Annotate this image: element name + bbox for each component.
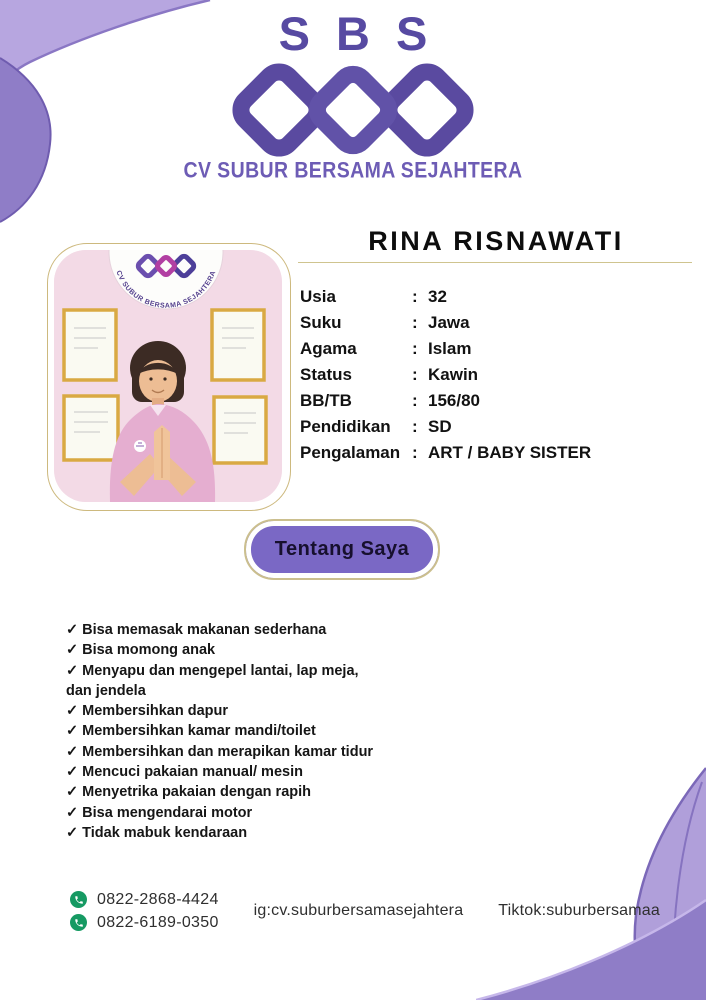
field-colon: : <box>412 287 418 306</box>
list-item <box>66 620 380 640</box>
tiktok-handle: Tiktok:suburbersamaa <box>498 902 660 919</box>
profile-fields <box>300 284 696 466</box>
field-row-bbtb <box>300 388 696 414</box>
chain-links-icon <box>231 60 475 160</box>
list-item-text: Bisa mengendarai motor <box>82 804 253 821</box>
field-label: Status <box>300 365 352 384</box>
field-label: Pengalaman <box>300 443 401 462</box>
profile-photo-illustration <box>54 250 282 502</box>
field-value: SD <box>428 417 452 436</box>
field-colon: : <box>412 417 418 436</box>
check-icon: ✓ <box>66 743 79 760</box>
field-colon: : <box>412 443 418 462</box>
company-sign-text: CV SUBUR BERSAMA SEJAHTERA <box>114 269 218 310</box>
check-icon: ✓ <box>66 622 79 638</box>
check-icon: ✓ <box>66 723 79 740</box>
instagram-handle: ig:cv.suburbersamasejahtera <box>253 902 464 919</box>
list-item-text: Mencuci pakaian manual/ mesin <box>82 764 303 781</box>
field-row-usia <box>300 284 696 310</box>
check-icon: ✓ <box>66 824 79 841</box>
company-name: CV SUBUR BERSAMA SEJAHTERA <box>183 158 523 184</box>
list-item <box>66 803 380 823</box>
field-value: 32 <box>428 287 447 306</box>
check-icon: ✓ <box>66 784 79 801</box>
field-row-agama <box>300 336 696 362</box>
field-value: Kawin <box>428 365 479 384</box>
field-value: 156/80 <box>428 391 480 410</box>
footer <box>0 880 706 942</box>
field-label: BB/TB <box>300 391 352 410</box>
list-item-text: Membersihkan dan merapikan kamar tidur <box>82 743 374 760</box>
list-item <box>66 823 380 843</box>
list-item <box>66 782 380 802</box>
name-underline <box>298 262 692 263</box>
logo-acronym: SBS <box>278 7 454 60</box>
field-label: Agama <box>300 339 357 358</box>
list-item-text: Tidak mabuk kendaraan <box>82 824 248 841</box>
skills-checklist <box>66 620 380 843</box>
list-item <box>66 701 380 721</box>
field-colon: : <box>412 365 418 384</box>
check-icon: ✓ <box>66 703 79 720</box>
field-colon: : <box>412 339 418 358</box>
field-value: Jawa <box>428 313 470 332</box>
field-row-suku <box>300 310 696 336</box>
list-item <box>66 762 380 782</box>
check-icon: ✓ <box>66 662 79 679</box>
field-colon: : <box>412 391 418 410</box>
check-icon: ✓ <box>66 642 79 659</box>
list-item-text: Bisa memasak makanan sederhana <box>82 622 327 638</box>
field-colon: : <box>412 313 418 332</box>
field-value: Islam <box>428 339 472 358</box>
profile-photo <box>47 243 291 511</box>
list-item <box>66 661 380 702</box>
list-item-text: Membersihkan dapur <box>82 703 228 720</box>
phone-number: 0822-6189-0350 <box>97 913 219 931</box>
phone-row <box>70 891 219 909</box>
phone-icon <box>70 914 87 931</box>
check-icon: ✓ <box>66 804 79 821</box>
list-item-text: Bisa momong anak <box>82 642 216 659</box>
phone-icon <box>70 891 87 908</box>
field-row-pendidikan <box>300 414 696 440</box>
list-item <box>66 742 380 762</box>
list-item-text: Membersihkan kamar mandi/toilet <box>82 723 316 740</box>
field-value: ART / BABY SISTER <box>428 443 592 462</box>
phone-row <box>70 914 219 932</box>
field-label: Pendidikan <box>300 417 391 436</box>
phone-number: 0822-2868-4424 <box>97 890 219 908</box>
list-item-text: Menyetrika pakaian dengan rapih <box>82 784 312 801</box>
profile-name: RINA RISNAWATI <box>368 226 624 256</box>
field-row-pengalaman <box>300 440 696 466</box>
list-item <box>66 721 380 741</box>
field-row-status <box>300 362 696 388</box>
field-label: Suku <box>300 313 342 332</box>
tentang-saya-button[interactable]: Tentang Saya <box>244 519 440 580</box>
list-item <box>66 640 380 660</box>
phone-list <box>70 891 219 932</box>
check-icon: ✓ <box>66 764 79 781</box>
list-item-text: Menyapu dan mengepel lantai, lap meja, dan jendela <box>66 662 359 699</box>
field-label: Usia <box>300 287 336 306</box>
